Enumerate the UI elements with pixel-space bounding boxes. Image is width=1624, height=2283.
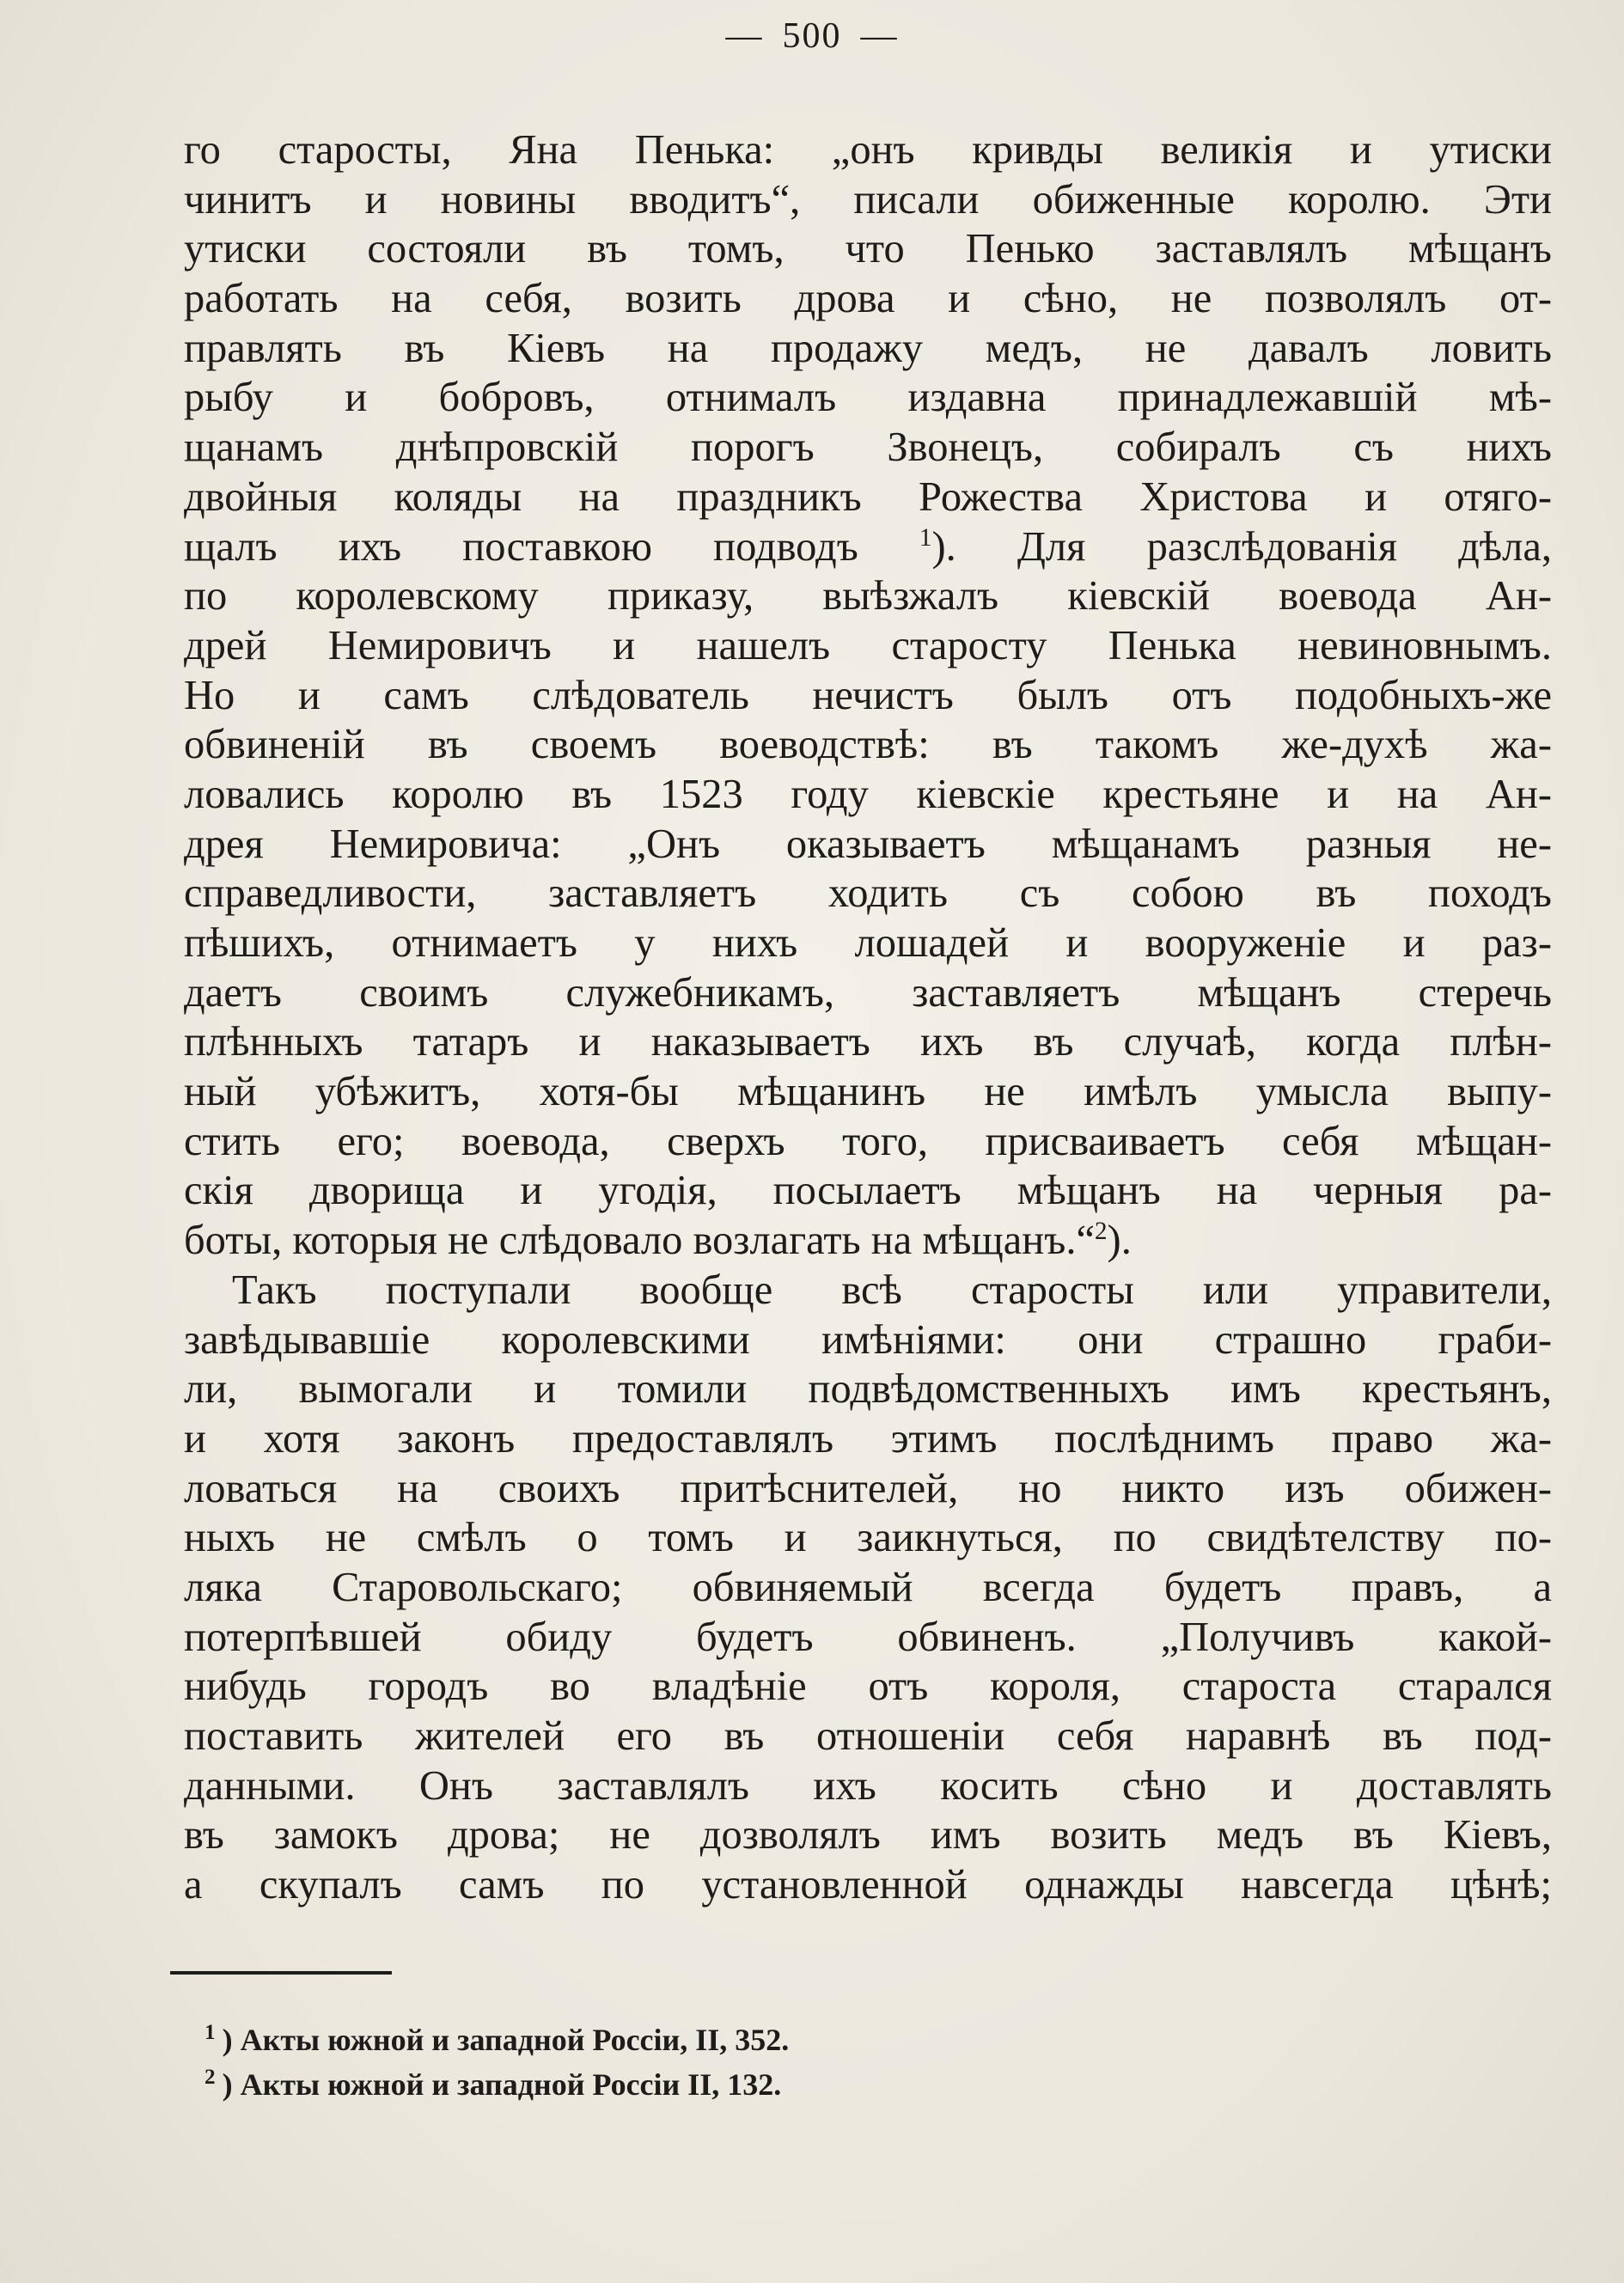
text-line: ляка Старовольскаго; обвиняемый всегда будетъ правъ, а [184, 1564, 1552, 1610]
text-line: двойныя коляды на праздникъ Рожества Христова и отяго- [184, 473, 1552, 520]
text-line: пѣшихъ, отнимаетъ у нихъ лошадей и вооруженіе и раз- [184, 920, 1552, 966]
text-line: стить его; воевода, сверхъ того, присваиваетъ себя мѣщан- [184, 1118, 1552, 1164]
header-dash-left: — [725, 16, 764, 56]
main-text [184, 125, 1552, 1910]
text-line: Но и самъ слѣдователь нечистъ былъ отъ подобныхъ-же [184, 672, 1552, 718]
text-line [184, 522, 1552, 572]
text-line: дрея Немировича: „Онъ оказываетъ мѣщанамъ разныя не- [184, 821, 1552, 867]
header-dash-right: — [860, 16, 899, 56]
text-line: обвиненій въ своемъ воеводствѣ: въ такомъ же-духѣ жа- [184, 722, 1552, 768]
footnote-mark: 2 [205, 2066, 216, 2089]
text-line: правлять въ Кіевъ на продажу медъ, не давалъ ловить [184, 325, 1552, 371]
text-line: ный убѣжитъ, хотя-бы мѣщанинъ не имѣлъ умысла выпу- [184, 1069, 1552, 1115]
text-segment: боты, которыя не слѣдовало возлагать на мѣщанъ.“ [184, 1218, 1095, 1264]
text-line: и хотя законъ предоставлялъ этимъ послѣднимъ право жа- [184, 1415, 1552, 1462]
text-segment: ). Для разслѣдованія дѣла, [931, 523, 1552, 570]
text-line: справедливости, заставляетъ ходить съ собою въ походъ [184, 870, 1552, 917]
footnote-mark: 1 [205, 2021, 216, 2044]
text-line: го старосты, Яна Пенька: „онъ кривды великія и утиски [184, 127, 1552, 173]
footnote-ref-1[interactable]: 1 [919, 523, 932, 552]
page-header [0, 15, 1624, 57]
text-line: рыбу и бобровъ, отнималъ издавна принадлежавшій мѣ- [184, 375, 1552, 421]
text-segment: щалъ ихъ поставкою подводъ [184, 523, 858, 570]
footnote-text: ) Акты южной и западной Россіи, II, 352. [222, 2023, 790, 2057]
footnote-1 [205, 2017, 1236, 2062]
footnotes [205, 2017, 1236, 2107]
text-line: въ замокъ дрова; не дозволялъ имъ возить медъ въ Кіевъ, [184, 1812, 1552, 1859]
text-line: а скупалъ самъ по установленной однажды навсегда цѣнѣ; [184, 1862, 1552, 1908]
text-line: ныхъ не смѣлъ о томъ и заикнуться, по свидѣтелству по- [184, 1515, 1552, 1561]
text-line: даетъ своимъ служебникамъ, заставляетъ мѣщанъ стеречь [184, 969, 1552, 1016]
text-line: потерпѣвшей обиду будетъ обвиненъ. „Получивъ какой- [184, 1614, 1552, 1660]
text-line: работать на себя, возить дрова и сѣно, не позволялъ от- [184, 276, 1552, 322]
text-line: нибудь городъ во владѣніе отъ короля, староста старался [184, 1663, 1552, 1710]
text-line: утиски состояли въ томъ, что Пенько заставлялъ мѣщанъ [184, 226, 1552, 272]
text-line: поставить жителей его въ отношеніи себя наравнѣ въ под- [184, 1713, 1552, 1759]
text-line: скія дворища и угодія, посылаетъ мѣщанъ на черныя ра- [184, 1168, 1552, 1214]
footnote-ref-2[interactable]: 2 [1095, 1217, 1108, 1245]
page-number: 500 [782, 16, 842, 56]
text-line: ловаться на своихъ притѣснителей, но никто изъ обижен- [184, 1465, 1552, 1511]
footnote-text: ) Акты южной и западной Россіи II, 132. [222, 2067, 782, 2102]
text-line: завѣдывавшіе королевскими имѣніями: они страшно граби- [184, 1316, 1552, 1363]
text-line: чинитъ и новины вводитъ“, писали обиженные королю. Эти [184, 176, 1552, 223]
text-line: данными. Онъ заставлялъ ихъ косить сѣно и доставлять [184, 1762, 1552, 1809]
footnote-divider [170, 1971, 392, 1975]
text-line: ловались королю въ 1523 году кіевскіе крестьяне и на Ан- [184, 771, 1552, 817]
text-line: щанамъ днѣпровскій порогъ Звонецъ, собиралъ съ нихъ [184, 424, 1552, 471]
footnote-2 [205, 2062, 1236, 2107]
paragraph-start-line: Такъ поступали вообще всѣ старосты или управители, [232, 1267, 1552, 1313]
text-line: ли, вымогали и томили подвѣдомственныхъ имъ крестьянъ, [184, 1366, 1552, 1413]
text-line: по королевскому приказу, выѣзжалъ кіевскій воевода Ан- [184, 573, 1552, 620]
text-line: дрей Немировичъ и нашелъ старосту Пенька невиновнымъ. [184, 622, 1552, 668]
text-line: плѣнныхъ татаръ и наказываетъ ихъ въ случаѣ, когда плѣн- [184, 1019, 1552, 1065]
text-line [184, 1216, 1552, 1266]
text-segment: ). [1107, 1218, 1132, 1264]
